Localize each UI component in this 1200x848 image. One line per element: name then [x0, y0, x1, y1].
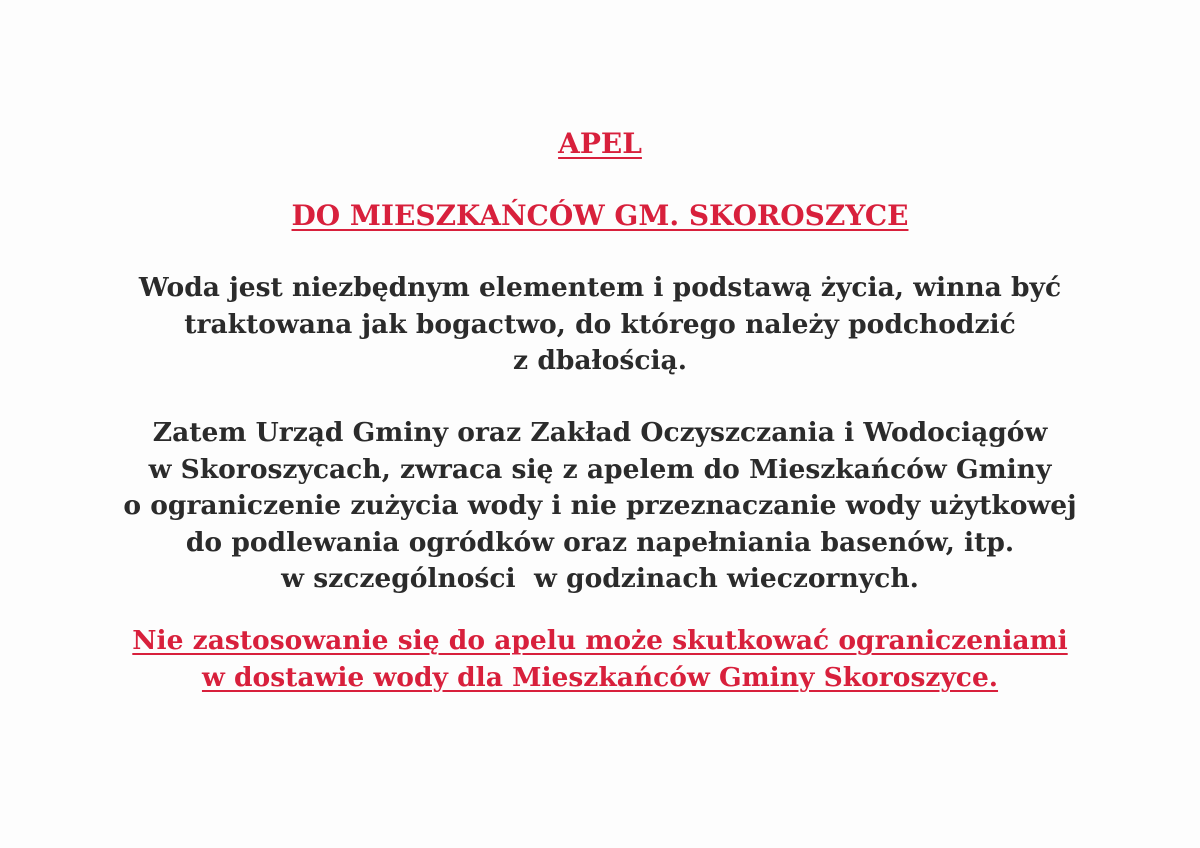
paragraph-line: Zatem Urząd Gminy oraz Zakład Oczyszczania i Wodociągów: [152, 417, 1048, 448]
paragraph-line: w Skoroszycach, zwraca się z apelem do Mieszkańców Gminy: [148, 453, 1052, 485]
paragraph-line: Woda jest niezbędnym elementem i podstawą życia, winna być: [138, 272, 1062, 303]
warning-notice: [0, 623, 1200, 696]
document-title: APEL: [558, 127, 642, 160]
paragraph-line: do podlewania ogródków oraz napełniania basenów, itp.: [185, 526, 1015, 558]
paragraph-appeal: [0, 415, 1200, 598]
paragraph-line: o ograniczenie zużycia wody i nie przeznaczanie wody użytkowej: [123, 490, 1077, 521]
warning-line: w dostawie wody dla Mieszkańców Gminy Skoroszyce.: [201, 661, 999, 693]
document-subtitle: DO MIESZKAŃCÓW GM. SKOROSZYCE: [291, 199, 909, 232]
paragraph-water-importance: [0, 270, 1200, 380]
warning-line: Nie zastosowanie się do apelu może skutkować ograniczeniami: [132, 625, 1068, 656]
paragraph-line: w szczególności w godzinach wieczornych.: [281, 563, 919, 594]
paragraph-line: traktowana jak bogactwo, do którego należy podchodzić: [184, 308, 1016, 340]
paragraph-line: z dbałością.: [513, 345, 687, 376]
